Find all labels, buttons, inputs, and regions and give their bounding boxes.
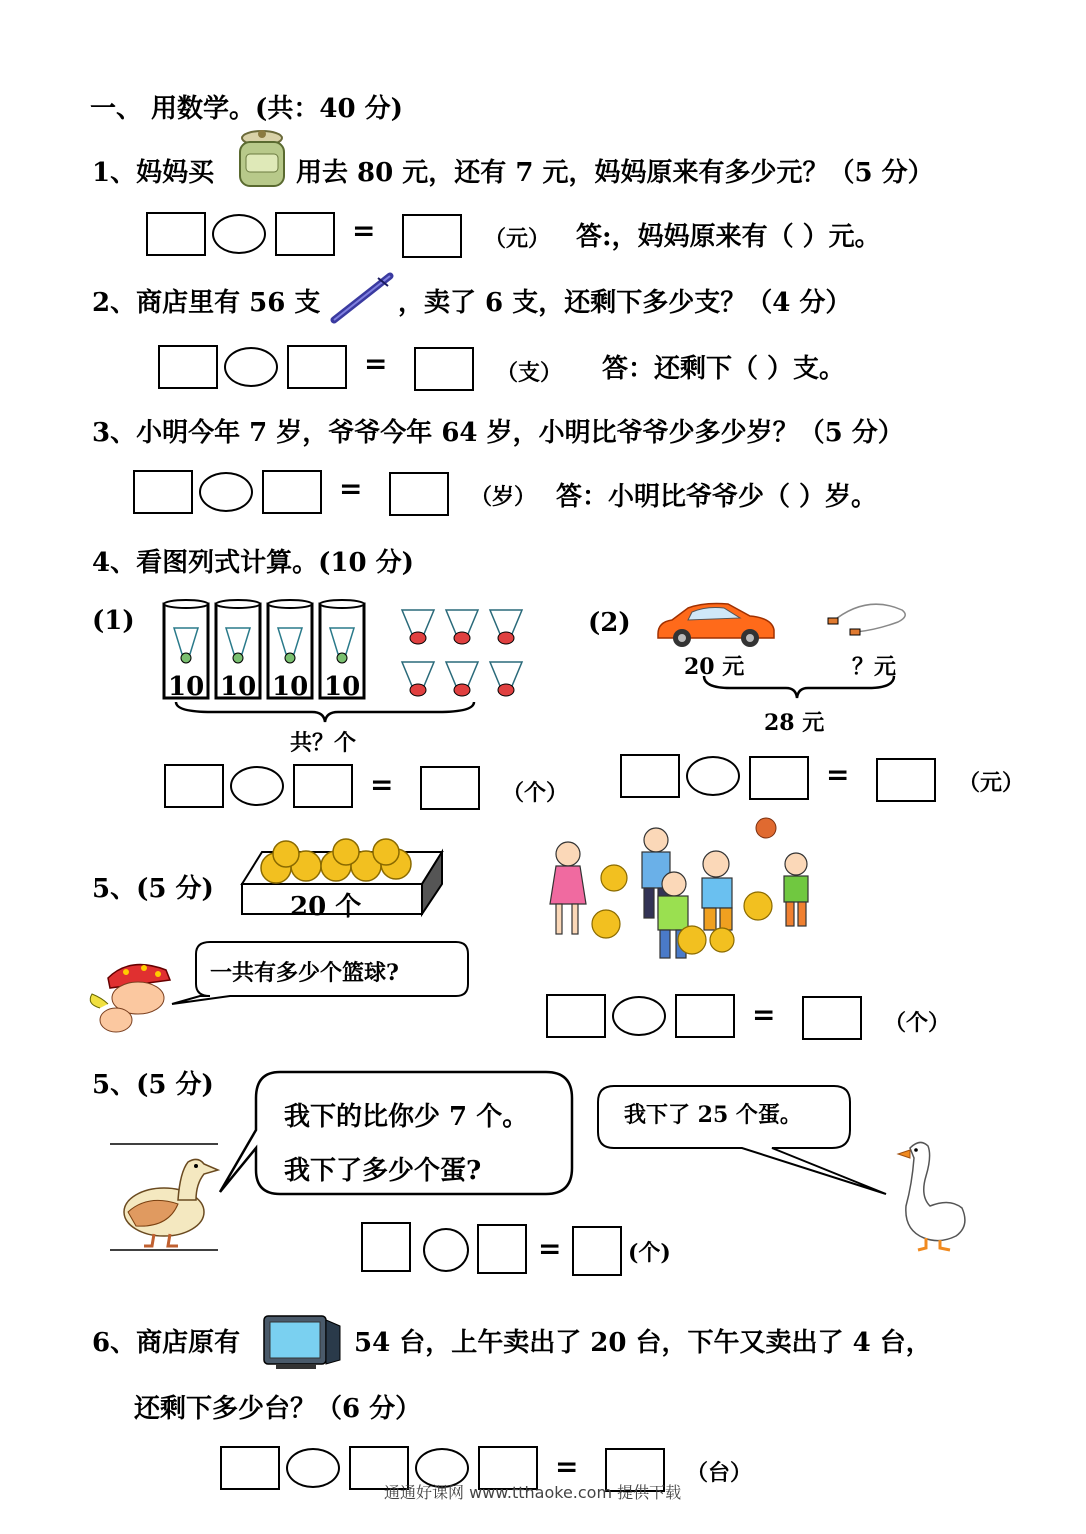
q4-2-number-box-2[interactable] xyxy=(749,756,809,800)
q1-text: 用去 80 元，还有 7 元，妈妈原来有多少元？（5 分） xyxy=(296,158,934,188)
q4-1-operator-oval[interactable] xyxy=(230,766,284,806)
q4-1-equals-sign: = xyxy=(370,768,394,801)
q1-number-box-2[interactable] xyxy=(275,212,335,256)
box-label: 20 个 xyxy=(290,892,362,922)
car-icon xyxy=(654,600,778,650)
tv-icon xyxy=(262,1314,344,1370)
q6-prefix: 6、商店原有 xyxy=(92,1328,241,1358)
q3-result-box[interactable] xyxy=(389,472,449,516)
q4-part1-total: 共？个 xyxy=(290,730,357,756)
q3-operator-oval[interactable] xyxy=(199,472,253,512)
q4-1-unit: （个） xyxy=(502,780,569,806)
q4-part1-label: (1) xyxy=(92,606,135,636)
q2-number-box-2[interactable] xyxy=(287,345,347,389)
q5b-result-box[interactable] xyxy=(572,1226,622,1276)
tube-count-2: 10 xyxy=(220,672,257,702)
loose-shuttlecocks xyxy=(398,606,532,702)
q5b-operator-oval[interactable] xyxy=(423,1228,469,1272)
rope-price: ？元 xyxy=(852,654,897,680)
q6-question: 还剩下多少台？（6 分） xyxy=(134,1394,422,1424)
q4-1-result-box[interactable] xyxy=(420,766,480,810)
q1-answer: 答:，妈妈原来有（ ）元。 xyxy=(576,222,881,252)
q3-unit: （岁） xyxy=(470,484,537,510)
goose-speech: 我下了 25 个蛋。 xyxy=(624,1102,802,1128)
q5a-question: 一共有多少个篮球? xyxy=(210,960,399,986)
q5b-number-box-1[interactable] xyxy=(361,1222,411,1272)
section-title: 一、 用数学。(共：40 分) xyxy=(90,94,403,124)
jump-rope-icon xyxy=(826,602,912,642)
q4-part2-label: (2) xyxy=(588,608,631,638)
q4-2-number-box-1[interactable] xyxy=(620,754,680,798)
q2-equals-sign: = xyxy=(364,347,388,380)
q2-unit: （支） xyxy=(496,360,563,386)
q1-equals-sign: = xyxy=(352,214,376,247)
goose-illustration xyxy=(890,1136,972,1252)
q5a-unit: （个） xyxy=(884,1010,951,1036)
q2-number-box-1[interactable] xyxy=(158,345,218,389)
duck-illustration xyxy=(108,1142,222,1254)
q4-2-operator-oval[interactable] xyxy=(686,756,740,796)
pen-icon xyxy=(330,270,396,324)
q5a-number-box-2[interactable] xyxy=(675,994,735,1038)
q4-part2-total: 28 元 xyxy=(764,710,825,736)
q4-1-number-box-2[interactable] xyxy=(293,764,353,808)
q5b-unit: (个) xyxy=(628,1240,671,1266)
q5a-equals-sign: = xyxy=(752,998,776,1031)
q5a-number-box-1[interactable] xyxy=(546,994,606,1038)
q5b-number-box-2[interactable] xyxy=(477,1224,527,1274)
q6-unit: （台） xyxy=(686,1460,753,1486)
q6-equals-sign: = xyxy=(555,1450,579,1483)
q4-2-result-box[interactable] xyxy=(876,758,936,802)
q2-result-box[interactable] xyxy=(414,347,474,391)
q3-answer: 答：小明比爷爷少（ ）岁。 xyxy=(556,482,878,512)
q6-text: 54 台，上午卖出了 20 台，下午又卖出了 4 台， xyxy=(354,1328,932,1358)
q2-prefix: 2、商店里有 56 支 xyxy=(92,288,321,318)
q1-operator-oval[interactable] xyxy=(212,214,266,254)
q1-prefix: 1、妈妈买 xyxy=(92,158,215,188)
q4-2-equals-sign: = xyxy=(826,758,850,791)
q1-number-box-1[interactable] xyxy=(146,212,206,256)
tube-count-4: 10 xyxy=(324,672,361,702)
car-price: 20 元 xyxy=(684,654,745,680)
tube-count-1: 10 xyxy=(168,672,205,702)
q6-operator-oval-1[interactable] xyxy=(286,1448,340,1488)
duck-speech-line2: 我下了多少个蛋? xyxy=(284,1156,482,1186)
q5a-label: 5、(5 分) xyxy=(92,874,214,904)
rice-cooker-icon xyxy=(232,128,292,192)
q5a-operator-oval[interactable] xyxy=(612,996,666,1036)
q1-result-box[interactable] xyxy=(402,214,462,258)
q4-2-unit: （元） xyxy=(958,770,1025,796)
q3-text: 3、小明今年 7 岁，爷爷今年 64 岁，小明比爷爷少多少岁？（5 分） xyxy=(92,418,904,448)
q3-number-box-2[interactable] xyxy=(262,470,322,514)
q5a-result-box[interactable] xyxy=(802,996,862,1040)
q2-answer: 答：还剩下（ ）支。 xyxy=(602,354,846,384)
q5b-label: 5、(5 分) xyxy=(92,1070,214,1100)
q6-number-box-1[interactable] xyxy=(220,1446,280,1490)
children-playing-basketball xyxy=(536,818,826,966)
brace-part2 xyxy=(700,674,900,702)
q2-text: ，卖了 6 支，还剩下多少支？（4 分） xyxy=(398,288,852,318)
footer-watermark: 通通好课网 www.tthaoke.com 提供下载 xyxy=(384,1483,682,1502)
q3-number-box-1[interactable] xyxy=(133,470,193,514)
brace-part1 xyxy=(172,700,478,724)
q1-unit: （元） xyxy=(484,226,551,252)
tube-count-3: 10 xyxy=(272,672,309,702)
duck-speech-line1: 我下的比你少 7 个。 xyxy=(284,1102,529,1132)
q4-1-number-box-1[interactable] xyxy=(164,764,224,808)
q2-operator-oval[interactable] xyxy=(224,347,278,387)
q4-title: 4、看图列式计算。(10 分) xyxy=(92,548,414,578)
q3-equals-sign: = xyxy=(339,472,363,505)
q5b-equals-sign: = xyxy=(538,1232,562,1265)
